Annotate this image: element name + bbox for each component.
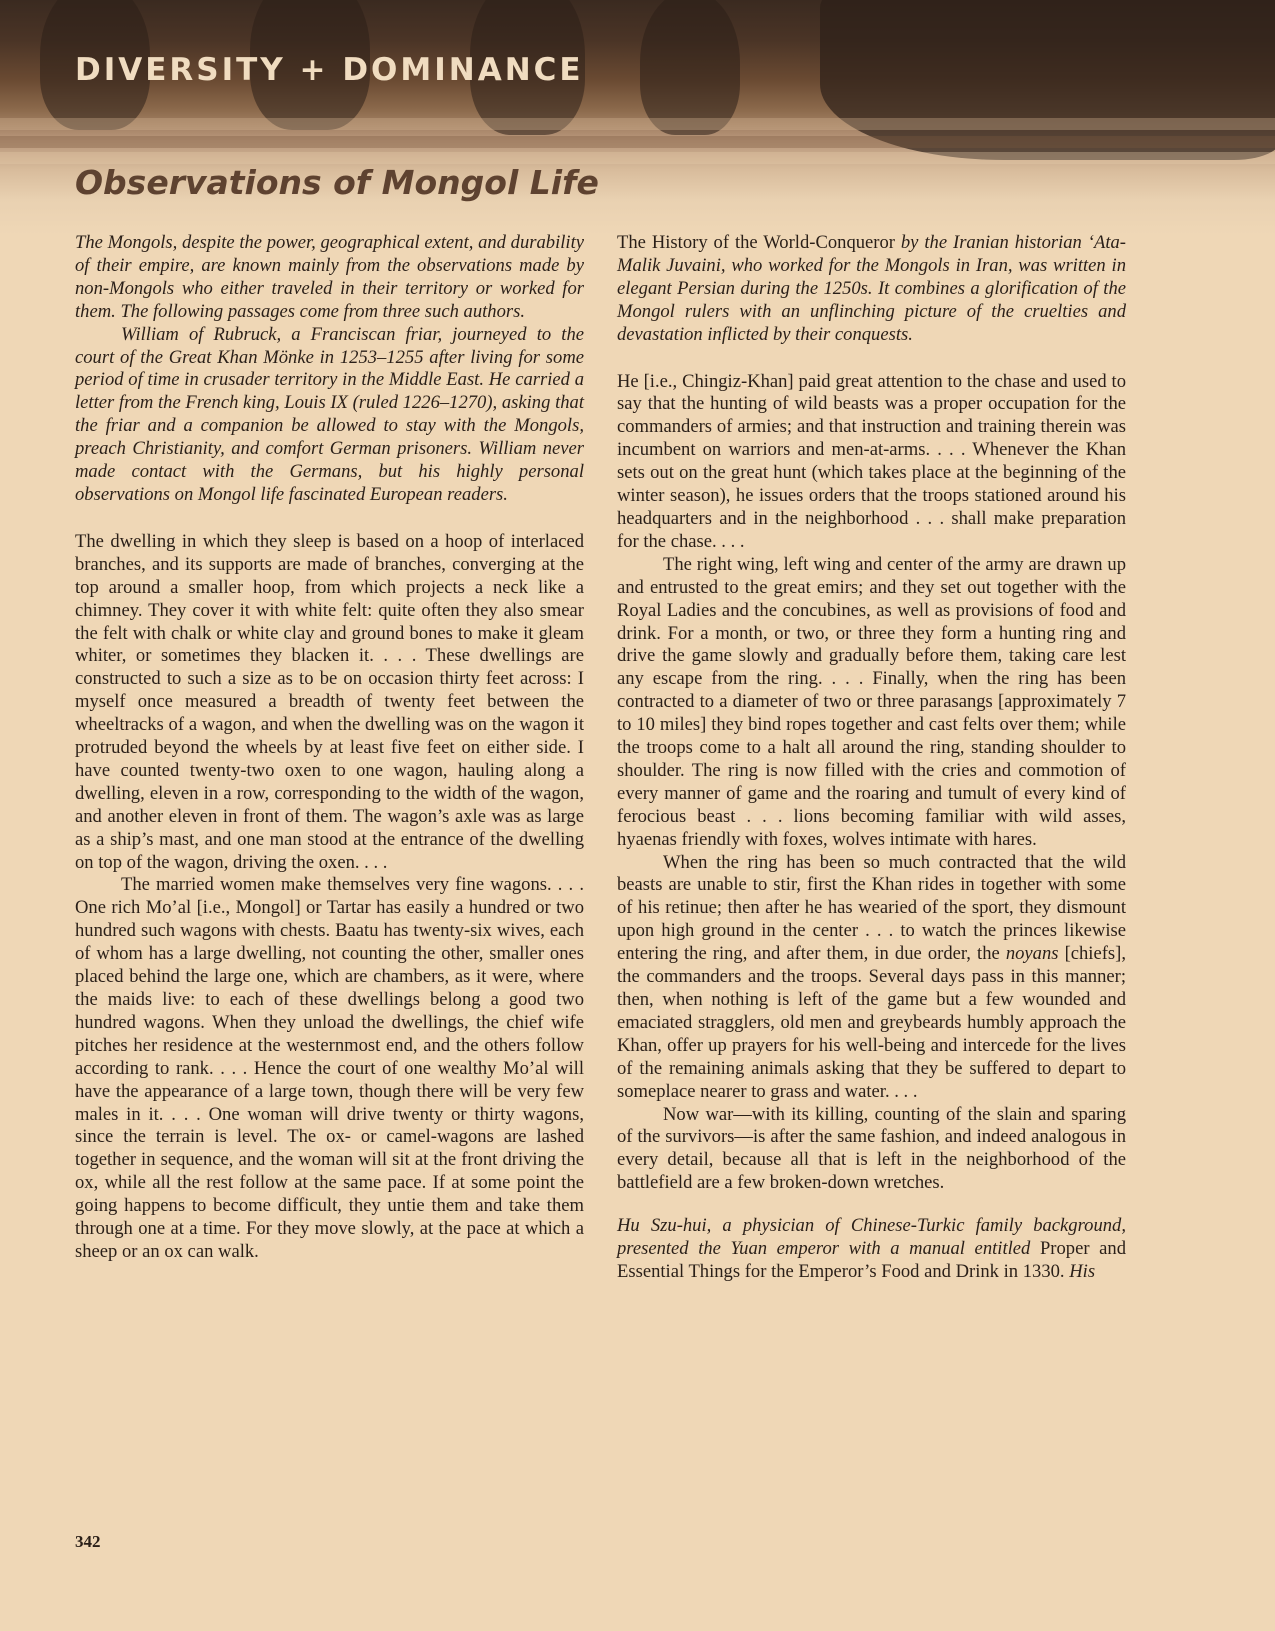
intro-paragraph: The Mongols, despite the power, geographical extent, and durability of their empire, are known mainly from the observations made by non-Mongols who either traveled in their territory or worked for them. The following passages come from three such authors. [75, 232, 584, 322]
body-text: When the ring has been so much contracted that the wild beasts are unable to stir, first the Khan rides in together with some of his retinue; then after he has wearied of the sport, they dismount upon high ground in the center . . . to watch the princes likewise entering the ring, and after them, in due order, the [617, 851, 1126, 965]
intro-paragraph [617, 1215, 1126, 1284]
intro-paragraph: William of Rubruck, a Franciscan friar, journeyed to the court of the Great Khan Mönke in 1253–1255 after living for some period of time in crusader territory in the Middle East. He carried a letter from the French king, Louis IX (ruled 1226–1270), asking that the friar and a companion be allowed to stay with the Mongols, preach Christianity, and comfort German prisoners. William never made contact with the Germans, but his highly personal observations on Mongol life fascinated European readers. [75, 323, 584, 505]
intro-text: in 1330. [998, 1260, 1070, 1282]
right-column [617, 232, 1126, 1284]
emphasis-term: noyans [1005, 943, 1059, 965]
spacer [75, 507, 584, 531]
spacer [617, 1195, 1126, 1215]
intro-text: by the Iranian historian ‘Ata-Malik Juvaini, who worked for the Mongols in Iran, was written in elegant Persian during the 1250s. It combines a glorification of the Mongol rulers with an unflinching picture of the cruelties and devastation inflicted by their conquests. [617, 232, 1126, 345]
body-text: [chiefs], the commanders and the troops. Several days pass in this manner; then, when nothing is left of the game but a few wounded and emaciated stragglers, old men and greybeards humbly approach the Khan, offer up prayers for his well-being and intercede for the lives of the remaining animals asking that they be suffered to depart to someplace nearer to grass and water. . . . [617, 943, 1126, 1102]
body-paragraph: The married women make themselves very fine wagons. . . . One rich Mo’al [i.e., Mongol] or Tartar has easily a hundred or two hundred such wagons with chests. Baatu has twenty-six wives, each of whom has a large dwelling, not counting the other, smaller ones placed behind the large one, which are chambers, as it were, where the maids live: to each of these dwellings belong a good two hundred wagons. When they unload the dwellings, the chief wife pitches her residence at the westernmost end, and the others follow according to rank. . . . Hence the court of one wealthy Mo’al will have the appearance of a large town, though there will be very few males in it. . . . One woman will drive twenty or thirty wagons, since the terrain is level. The ox- or camel-wagons are lashed together in sequence, and the woman will sit at the front driving the ox, while all the rest follow at the same pace. If at some point the going happens to become difficult, they untie them and take them through one at a time. For they move slowly, at the pace at which a sheep or an ox can walk. [75, 874, 584, 1262]
body-paragraph [617, 852, 1126, 1104]
texture-band [0, 136, 1275, 148]
body-paragraph: The dwelling in which they sleep is based on a hoop of interlaced branches, and its supports are made of branches, converging at the top around a smaller hoop, from which projects a neck like a chimney. They cover it with white felt: quite often they also smear the felt with chalk or white clay and ground bones to make it gleam whiter, or sometimes they blacken it. . . . These dwellings are constructed to such a size as to be on occasion thirty feet across: I myself once measured a breadth of twenty feet between the wheeltracks of a wagon, and when the dwelling was on the wagon it protruded beyond the wheels by at least five feet on either side. I have counted twenty-two oxen to one wagon, hauling along a dwelling, eleven in a row, corresponding to the width of the wagon, and another eleven in front of them. The wagon’s axle was as large as a ship’s mast, and one man stood at the entrance of the dwelling on top of the wagon, driving the oxen. . . . [75, 530, 584, 873]
body-paragraph: He [i.e., Chingiz-Khan] paid great attention to the chase and used to say that the hunting of wild beasts was a proper occupation for the commanders of armies; and that instruction and training therein was incumbent on warriors and men-at-arms. . . . Whenever the Khan sets out on the great hunt (which takes place at the beginning of the winter season), he issues orders that the troops stationed around his headquarters and in the neighborhood . . . shall make preparation for the chase. . . . [617, 370, 1126, 552]
intro-paragraph [617, 232, 1126, 347]
section-kicker: DIVERSITY + DOMINANCE [75, 52, 584, 88]
page-number: 342 [75, 1532, 101, 1551]
left-column [75, 232, 584, 1264]
body-paragraph: Now war—with its killing, counting of the slain and sparing of the survivors—is after the same fashion, and indeed analogous in every detail, because all that is left in the neighborhood of the battlefield are a few broken-down wretches. [617, 1103, 1126, 1194]
silhouette-figure [640, 0, 740, 135]
body-paragraph: The right wing, left wing and center of the army are drawn up and entrusted to the great emirs; and they set out together with the Royal Ladies and the concubines, as well as provisions of food and drink. For a month, or two, or three they form a hunting ring and drive the game slowly and gradually before them, taking care lest any escape from the ring. . . . Finally, when the ring has been contracted to a diameter of two or three parasangs [approximately 7 to 10 miles] they bind ropes together and cast felts over them; while the troops come to a halt all around the ring, standing shoulder to shoulder. The ring is now filled with the cries and commotion of every manner of game and the roaring and tumult of every kind of ferocious beast . . . lions becoming familiar with wild asses, hyaenas friendly with foxes, wolves intimate with hares. [617, 553, 1126, 850]
book-title: The History of the World-Conqueror [617, 232, 895, 253]
intro-text: Hu Szu-hui, a physician of Chinese-Turkic family background, presented the Yuan emperor with a manual entitled [617, 1215, 1126, 1260]
page-title: Observations of Mongol Life [75, 163, 599, 202]
book-title: Proper and Essential Things for the Emperor’s Food and Drink [617, 1238, 1126, 1282]
texture-band [0, 118, 1275, 130]
spacer [617, 347, 1126, 371]
intro-text: His [1069, 1260, 1096, 1282]
